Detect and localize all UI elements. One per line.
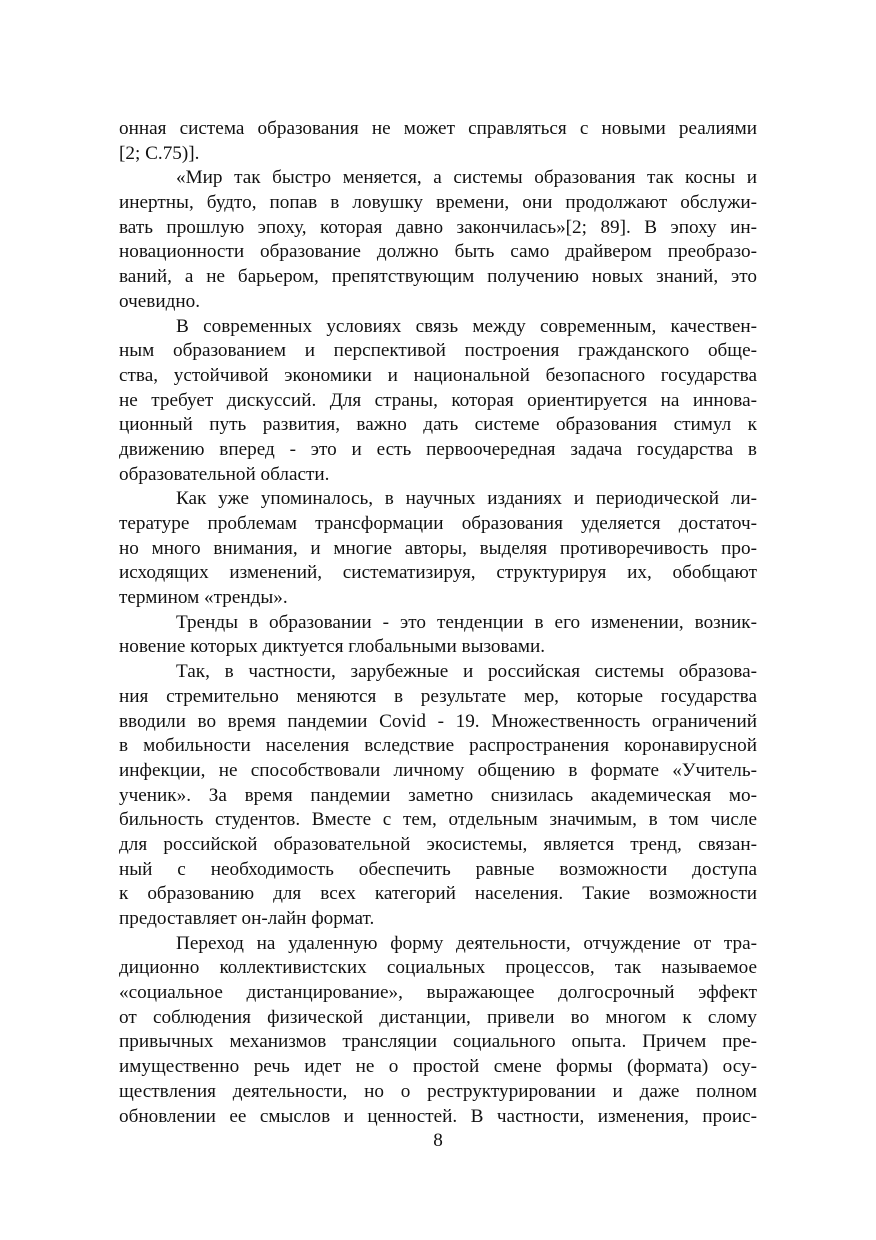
text-line: но много внимания, и многие авторы, выделяя противоречивость про- <box>119 537 757 559</box>
page-number: 8 <box>433 1130 443 1151</box>
text-line: ционный путь развития, важно дать системе образования стимул к <box>119 414 757 436</box>
text-line: Так, в частности, зарубежные и российская системы образова- <box>176 661 757 683</box>
text-line: новение которых диктуется глобальными вызовами. <box>119 636 546 658</box>
text-line: исходящих изменений, систематизируя, структурируя их, обобщают <box>119 562 757 584</box>
text-line: привычных механизмов трансляции социального опыта. Причем пре- <box>119 1031 757 1053</box>
text-line: для российской образовательной экосистемы, является тренд, связан- <box>119 833 757 855</box>
text-line: ным образованием и перспективой построения гражданского обще- <box>119 340 757 362</box>
text-line: онная система образования не может справляться с новыми реалиями <box>119 118 757 139</box>
text-line: диционно коллективистских социальных процессов, так называемое <box>119 957 757 979</box>
text-line: к образованию для всех категорий населения. Такие возможности <box>119 883 757 905</box>
text-line: движению вперед - это и есть первоочередная задача государства в <box>119 438 757 460</box>
text-line: «социальное дистанцирование», выражающее долгосрочный эффект <box>119 982 757 1004</box>
text-line: бильность студентов. Вместе с тем, отдельным значимым, в том числе <box>119 809 757 831</box>
text-line: тературе проблемам трансформации образования уделяется достаточ- <box>119 513 757 534</box>
text-line: обновлении ее смыслов и ценностей. В частности, изменения, проис- <box>119 1105 757 1127</box>
text-line: образовательной области. <box>119 463 330 485</box>
text-line: ществления деятельности, но о реструктурировании и даже полном <box>119 1080 757 1102</box>
text-line: В современных условиях связь между современным, качествен- <box>176 315 757 337</box>
text-line: ученик». За время пандемии заметно снизилась академическая мо- <box>119 784 757 806</box>
text-line: предоставляет он-лайн формат. <box>119 908 375 929</box>
text-line: не требует дискуссий. Для страны, которая ориентируется на иннова- <box>119 389 757 411</box>
text-line: инфекции, не способствовали личному общению в формате «Учитель- <box>119 759 757 781</box>
text-line: термином «тренды». <box>119 587 288 609</box>
text-line: Как уже упоминалось, в научных изданиях и периодической ли- <box>176 488 757 510</box>
text-line: ный с необходимость обеспечить равные возможности доступа <box>119 858 757 880</box>
text-line: ства, устойчивой экономики и национальной безопасного государства <box>119 364 757 386</box>
paragraph <box>119 611 757 660</box>
text-line: новационности образование должно быть само драйвером преобразо- <box>119 241 757 263</box>
text-line: вводили во время пандемии Covid - 19. Множественность ограничений <box>119 710 757 732</box>
text-line: [2; С.75)]. <box>119 142 200 164</box>
text-line: вать прошлую эпоху, которая давно закончилась»[2; 89]. В эпоху ин- <box>119 216 757 238</box>
paragraph <box>119 117 757 166</box>
text-line: имущественно речь идет не о простой смене формы (формата) осу- <box>119 1056 757 1078</box>
paragraph <box>119 932 757 1130</box>
text-line: «Мир так быстро меняется, а системы образования так косны и <box>176 167 757 189</box>
text-line: ния стремительно меняются в результате мер, которые государства <box>119 685 757 707</box>
text-line: в мобильности населения вследствие распространения коронавирусной <box>119 735 757 757</box>
body-text <box>119 117 757 1129</box>
text-line: ваний, а не барьером, препятствующим получению новых знаний, это <box>119 266 757 288</box>
paragraph <box>119 166 757 314</box>
paragraph <box>119 487 757 610</box>
text-line: Тренды в образовании - это тенденции в его изменении, возник- <box>176 611 757 633</box>
text-line: от соблюдения физической дистанции, привели во многом к слому <box>119 1006 757 1028</box>
paragraph <box>119 315 757 488</box>
text-line: Переход на удаленную форму деятельности, отчуждение от тра- <box>176 932 757 954</box>
paragraph <box>119 660 757 932</box>
text-line: инертны, будто, попав в ловушку времени, они продолжают обслужи- <box>119 192 757 214</box>
text-line: очевидно. <box>119 290 201 312</box>
